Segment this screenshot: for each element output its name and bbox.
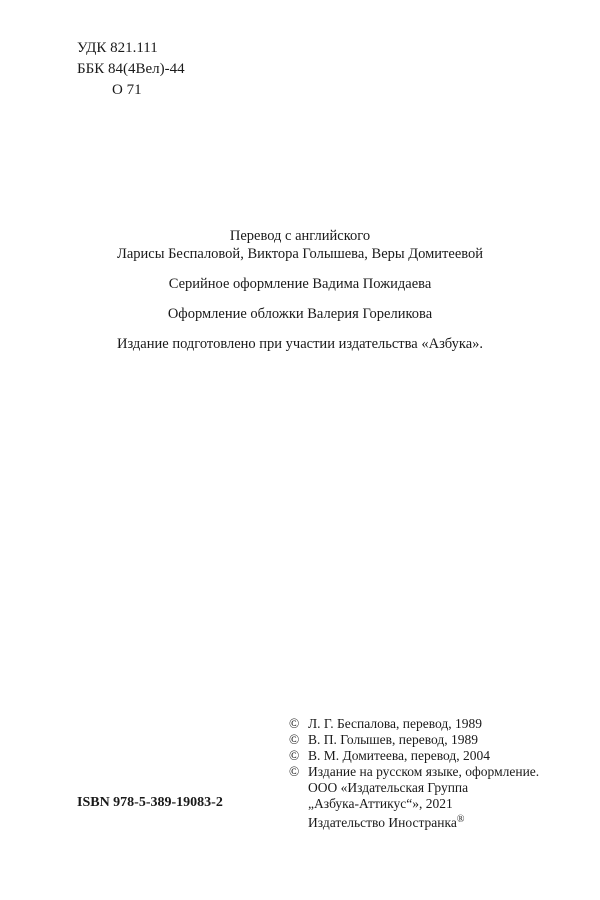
copyright-line [289, 732, 539, 748]
cover-design-credit [0, 305, 600, 323]
copyright-line [289, 716, 539, 732]
publisher-imprint-line [289, 812, 539, 831]
author-mark: О 71 [112, 82, 142, 98]
credits-block [0, 227, 600, 365]
publisher-name-line: ООО «Издательская Группа [308, 780, 469, 795]
isbn-number: ISBN 978-5-389-19083-2 [77, 795, 223, 810]
series-design-credit [0, 275, 600, 293]
copyright-text: В. П. Голышев, перевод, 1989 [308, 732, 478, 747]
translation-credit [0, 227, 600, 263]
prepared-note-text: Издание подготовлено при участии издательства «Азбука». [116, 336, 484, 352]
copyright-symbol: © [289, 732, 300, 747]
translation-heading: Перевод с английского [229, 228, 371, 244]
copyright-text: Л. Г. Беспалова, перевод, 1989 [308, 716, 482, 731]
series-design-text: Серийное оформление Вадима Пожидаева [168, 276, 432, 292]
copyright-notices [289, 716, 539, 831]
publisher-note [0, 335, 600, 353]
copyright-text: Издание на русском языке, оформление. [308, 764, 540, 779]
udk-code: УДК 821.111 [77, 40, 158, 56]
classification-block [77, 38, 185, 101]
copyright-symbol: © [289, 716, 300, 731]
registered-mark: ® [456, 814, 465, 825]
imprint-name: Издательство Иностранка [308, 815, 457, 830]
copyright-symbol: © [289, 764, 300, 779]
bbk-code: ББК 84(4Вел)-44 [77, 61, 185, 77]
copyright-line [289, 748, 539, 764]
publisher-name-line: „Азбука-Аттикус“», 2021 [308, 796, 453, 811]
copyright-symbol: © [289, 748, 300, 763]
cover-design-text: Оформление обложки Валерия Гореликова [167, 306, 433, 322]
copyright-text: В. М. Домитеева, перевод, 2004 [308, 748, 491, 763]
copyright-line [289, 764, 539, 780]
translators-names: Ларисы Беспаловой, Виктора Голышева, Веры Домитеевой [116, 246, 484, 262]
